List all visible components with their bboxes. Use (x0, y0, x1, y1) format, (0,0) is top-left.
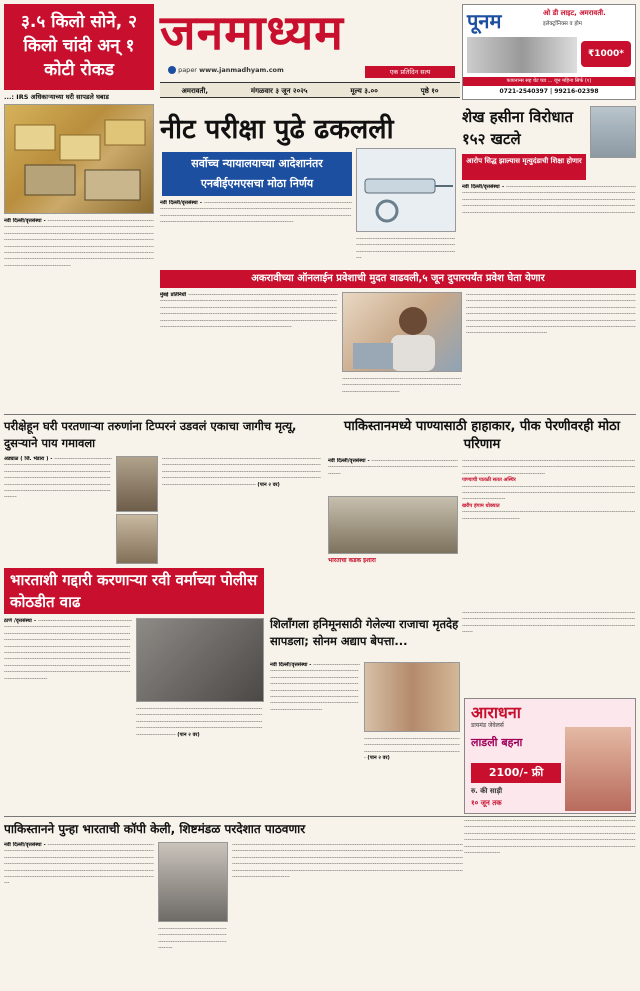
pak-water-headline[interactable]: पाकिस्तानमध्ये पाण्यासाठी हाहाकार, पीक पेरणीवरही मोठा परिणाम (343, 419, 621, 452)
pak-copy-body-4: --------------------------------------------------------------------------------------------------------------------------------------------------------------------------------------------------------------------------------------------------------------------------------------------------------------------------------------------------------------------------------------------------------------------------------------------------------------------------------------------------------------- (464, 818, 636, 857)
top-left-subhead: ...: IRS अधिकाऱ्याच्या घरी सापडले घबाड (4, 93, 109, 101)
traitor-dateline: ठाणे /वृत्तसंस्था - (4, 618, 37, 624)
divider-2 (4, 816, 636, 817)
ad-bottom-right[interactable] (464, 698, 636, 814)
syringe-photo (356, 148, 456, 232)
student-photo (342, 292, 462, 372)
ad-bottom-scheme: लाडली बहना (471, 736, 523, 749)
neet-body: नवी दिल्ली/वृत्तसंस्था - -------------------------------------------------------------------------------------------------------------------------------------------------------------------------------------------------------------------------------------------------------------------------------------------------------------------------------------------------------------------------------- (160, 200, 352, 226)
divider-1 (4, 414, 636, 415)
ad-bottom-offer: 2100/- फ्री (471, 763, 561, 783)
admission-banner[interactable]: अकरावीच्या ऑनलाईन प्रवेशाची मुदत वाढवली,५ जून दुपारपर्यंत प्रवेश घेता येणार (160, 270, 636, 288)
shillong-body-1: नवी दिल्ली/वृत्तसंस्था - ------------------------------------------------------------------------------------------------------------------------------------------------------------------------------------------------------------------------------------------------------------------------------------------------------------------------------------------------------------- (270, 662, 360, 713)
ad-bottom-sub: डायमंड जेवेलर्स (471, 722, 504, 729)
tipper-more[interactable]: (पान २ वर) (257, 481, 280, 488)
ad-bottom-note: रु. की साड़ी (471, 787, 503, 795)
neet-body-2: ------------------------------------------------------------------------------------------------------------------------------------------------------------------------ (356, 236, 456, 262)
ad-top-offer: ₹1000* (581, 41, 631, 67)
neet-deck: सर्वोच्च न्यायालयाच्या आदेशानंतर एनबीईएमएसचा मोठा निर्णय (162, 152, 352, 196)
pak-water-photo (328, 496, 458, 554)
admission-body-3: --------------------------------------------------------------------------------------------------------------------------------------------------------------------------------------------------------------------------------------------------------------------------------------------------------------------------------------------------------------------------------------------------------------------------------------------------------------------------------------------------------------------------------------------------------------------------------------------------------------------------------- (466, 292, 636, 337)
traitor-body-2: -------------------------------------------------------------------------------------------------------------------------------------------------------------------------------------------------------------------------------------------------------------------------------------------------------------- (पान २ वर) (136, 706, 263, 738)
tipper-photo-1 (116, 456, 158, 512)
masthead-info-bar (160, 82, 460, 98)
tipper-dateline: अड्याळ ( जि. भंडारा ) - (4, 456, 53, 462)
pak-water-dateline: नवी दिल्ली/वृत्तसंस्था - (328, 458, 370, 464)
ad-top-products (467, 37, 577, 73)
hasina-photo (590, 106, 636, 158)
pak-water-body-3: ------------------------------------------------------------------------------------------------------------------------------------------------------------------------------------------------------------------------------------------------------------------------------------------------------ (462, 610, 636, 636)
top-left-dateline: नवी दिल्ली/वृत्तसंस्था - (4, 218, 46, 224)
gold-cash-photo (4, 104, 154, 214)
pak-copy-body-2: -------------------------------------------------------------------------------------------------------------------------- (158, 926, 227, 952)
hasina-body: नवी दिल्ली/वृत्तसंस्था - ------------------------------------------------------------------------------------------------------------------------------------------------------------------------------------------------------------------------------------------------------------------------------------------------------------------------------------------------------------------------------------------------------------------------------------------------------------------------ (462, 184, 636, 216)
student-icon (343, 293, 462, 372)
shillong-more[interactable]: (पान २ वर) (367, 755, 390, 762)
ad-top-brand2: ओ डी लाइट, अमरावती. (543, 9, 606, 17)
traitor-headline[interactable]: भारताशी गद्दारी करणाऱ्या रवी वर्माच्या पोलीस कोठडीत वाढ (4, 568, 264, 614)
traitor-body-1: ठाणे /वृत्तसंस्था - ------------------------------------------------------------------------------------------------------------------------------------------------------------------------------------------------------------------------------------------------------------------------------------------------------------------------------------------------------------------------------------------------------------------------------------------------------------------------------------------------------------------------------------------------------------------------------------------------------------------------------------------------------------ (4, 618, 132, 682)
admission-body-1: मुंबई प्रतिनिधी -------------------------------------------------------------------------------------------------------------------------------------------------------------------------------------------------------------------------------------------------------------------------------------------------------------------------------------------------------------------------------------------------------------------------------------------------------------------------------------------------------------------------------------------------------------------- (160, 292, 338, 331)
pak-copy-dateline: नवी दिल्ली/वृत्तसंस्था - (4, 842, 46, 848)
globe-icon (168, 66, 176, 74)
ad-top-line: इलेक्ट्रॉनिक्स व होम (543, 21, 582, 27)
masthead-tagline: एक प्रतिदिन सत्य (365, 66, 455, 78)
pak-water-body-2: ---------------------------------------------------------------------------------------------------------------------------------------------------------------------------------------------------------------------------------------------- पाण्याची पातळी सतत अस्थिर ------------------------------------------------------------------------------------------------------------------------------------------------------------------------------------------------------------------------ खरीप हंगाम धोक्यात -------------------------------------------------------------------------------------------------------------------------------- (462, 458, 636, 522)
pak-water-subhead-3: खरीप हंगाम धोक्यात (462, 502, 500, 509)
tipper-body-1: अड्याळ ( जि. भंडारा ) - ---------------------------------------------------------------------------------------------------------------------------------------------------------------------------------------------------------------------------------------------------------------------------------------------------------------------------------------------- (4, 456, 112, 501)
gold-cash-icon (5, 105, 154, 214)
pak-water-subhead-2: पाण्याची पातळी सतत अस्थिर (462, 477, 516, 484)
admission-body-2: -------------------------------------------------------------------------------------------------------------------------------------------------------------------- (342, 376, 462, 395)
masthead-url[interactable]: www.janmadhyam.com (199, 66, 284, 74)
shillong-dateline: नवी दिल्ली/वृत्तसंस्था - (270, 662, 312, 668)
masthead-title[interactable]: जनमाध्यम (160, 5, 344, 61)
neet-dateline: नवी दिल्ली/वृत्तसंस्था - (160, 200, 202, 206)
hasina-headline[interactable]: शेख हसीना विरोधात १५२ खटले (462, 108, 574, 148)
paper-label: paper (178, 66, 197, 74)
pak-copy-body-1: नवी दिल्ली/वृत्तसंस्था - --------------------------------------------------------------------------------------------------------------------------------------------------------------------------------------------------------------------------------------------------------------------------------------------------------------------------------------------------------------------------------------------------------------------------------------------------------------------------------------------- (4, 842, 154, 887)
ad-top-brand: पूनम (467, 9, 502, 33)
top-left-body: नवी दिल्ली/वृत्तसंस्था - ------------------------------------------------------------------------------------------------------------------------------------------------------------------------------------------------------------------------------------------------------------------------------------------------------------------------------------------------------------------------------------------------------------------------------------------------------------------------------------------------------------------------------------------------------------------------------------------------------------------ (4, 218, 154, 269)
pak-copy-photo (158, 842, 228, 922)
ad-top-phone: 0721-2540397 | 99216-02398 (499, 88, 599, 95)
ad-top-right[interactable] (462, 4, 636, 100)
masthead-price: मूल्य ३.०० (350, 87, 378, 95)
syringe-icon (357, 149, 456, 232)
ad-bottom-date: १० जून तक (471, 799, 502, 807)
traitor-photo (136, 618, 264, 702)
traitor-more[interactable]: (पान २ वर) (177, 731, 200, 738)
masthead-date: मंगळवार ३ जून २०२५ (250, 87, 308, 95)
couple-photo (364, 662, 460, 732)
pak-copy-headline[interactable]: पाकिस्तानने पुन्हा भारताची कॉपी केली, शिष्टमंडळ परदेशात पाठवणार (4, 822, 306, 836)
shillong-body-2: ---------------------------------------------------------------------------------------------------------------------------------------------------------------- (पान २ वर) (364, 736, 460, 762)
masthead-pages: पृष्ठे १० (420, 87, 439, 95)
masthead-url-row (168, 66, 348, 78)
tipper-body-2: -------------------------------------------------------------------------------------------------------------------------------------------------------------------------------------------------------------------------------------------------------------------------------------------------------------------------------------------------------------------------------------------------------------------- (पान २ वर) (162, 456, 321, 488)
hasina-dateline: नवी दिल्ली/वृत्तसंस्था - (462, 184, 505, 190)
ad-bottom-brand: आराधना (471, 703, 521, 722)
admission-dateline: मुंबई प्रतिनिधी (160, 292, 187, 298)
pak-copy-body-3: ------------------------------------------------------------------------------------------------------------------------------------------------------------------------------------------------------------------------------------------------------------------------------------------------------------------------------------------------------------------------------------------------------------------------------------------------------------------------------------------------------------------------------------------------------------------------------------------------------------------------------------------------------------------------------------------------ (232, 842, 463, 881)
ad-bottom-woman-photo (565, 727, 631, 811)
shillong-headline[interactable]: शिलाँगला हनिमूनसाठी गेलेल्या राजाचा मृतदेह सापडला; सोनम अद्याप बेपत्ता... (270, 617, 459, 648)
hasina-deck: आरोप सिद्ध झाल्यास मृत्युदंडाची शिक्षा होणार (462, 154, 586, 180)
pak-water-subhead-1: भारताचा कडक इशारा (328, 557, 376, 564)
ad-top-strip: फायनान्स सह थेट घ्या ... जून महिना सिर्फ (१) (463, 77, 635, 86)
pak-water-body-1: नवी दिल्ली/वृत्तसंस्था - ------------------------------------------------------------------------------------------------------------------------------- (328, 458, 458, 477)
top-left-headline: ३.५ किलो सोने, २ किलो चांदी अन् १ कोटी रोकड (21, 12, 137, 80)
tipper-photo-2 (116, 514, 158, 564)
tipper-headline[interactable]: परीक्षेहून घरी परतणाऱ्या तरुणांना टिप्परनं उडवलं एकाचा जागीच मृत्यू, दुसऱ्याने पाय गमावला (4, 419, 297, 450)
neet-headline[interactable]: नीट परीक्षा पुढे ढकलली (160, 114, 394, 145)
masthead-city: अमरावती, (181, 87, 209, 95)
top-left-headline-box[interactable] (4, 4, 154, 90)
